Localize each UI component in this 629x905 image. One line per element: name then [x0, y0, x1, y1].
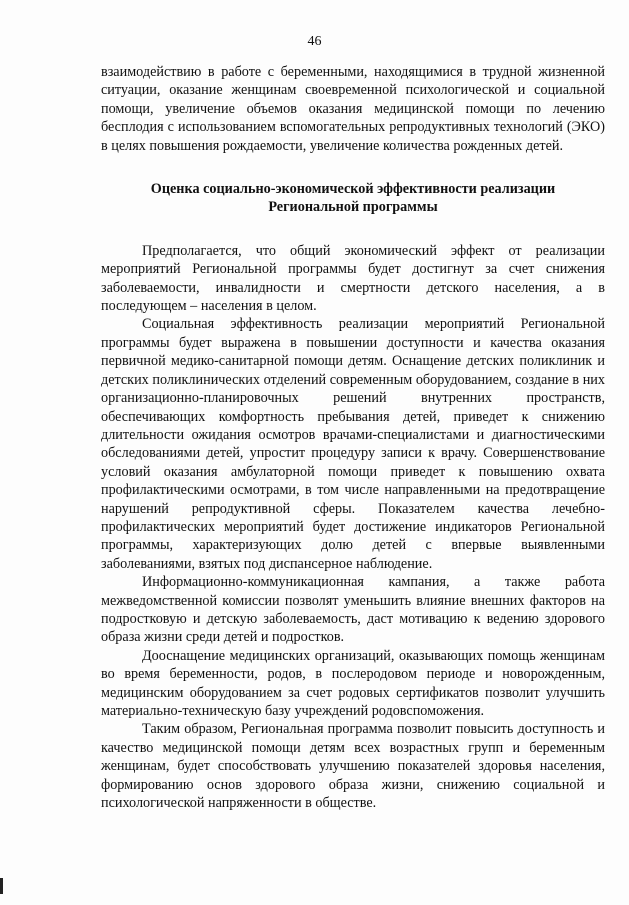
paragraph-social-effectiveness: Социальная эффективность реализации мероприятий Региональной программы будет выражена в повышении доступности и качества оказания первичной медико-санитарной помощи детям. Оснащение детских поликлиник и детских поликлинических отделений современным оборудованием, создание в них организационно-планировочных решений внутренних пространств, обеспечивающих комфортность пребывания детей, приведет к снижению длительности ожидания осмотров врачами-специалистами и диагностическими обследованиями детей, упростит процедуру записи к врачу. Совершенствование условий оказания амбулаторной помощи приведет к повышению охвата профилактическими осмотрами, в том числе направленными на предотвращение нарушений репродуктивной сферы. Показателем качества лечебно-профилактических мероприятий будет достижение индикаторов Региональной программы, характеризующих долю детей с впервые выявленными заболеваниями, взятых под диспансерное наблюдение. [101, 316, 605, 572]
scan-edge-mark [0, 878, 3, 894]
paragraph-information-campaign: Информационно-коммуникационная кампания, а также работа межведомственной комиссии позволят уменьшить влияние внешних факторов на подростковую и детскую заболеваемость, даст мотивацию к ведению здорового образа жизни среди детей и подростков. [101, 574, 605, 646]
paragraph-conclusion: Таким образом, Региональная программа позволит повысить доступность и качество медицинской помощи детям всех возрастных групп и беременным женщинам, будет способствовать улучшению показателей здоровья населения, формированию основ здорового образа жизни, снижению социальной и психологической напряженности в обществе. [101, 721, 605, 812]
section-heading-line-2: Региональной программы [268, 199, 438, 216]
document-body [101, 63, 605, 812]
section-heading [101, 180, 605, 217]
section-heading-line-1: Оценка социально-экономической эффективности реализации [150, 181, 556, 198]
paragraph-economic-effect: Предполагается, что общий экономический эффект от реализации мероприятий Региональной программы будет достигнут за счет снижения заболеваемости, инвалидности и смертности детского населения, а в последующем – населения в целом. [101, 242, 605, 315]
paragraph-equipment: Дооснащение медицинских организаций, оказывающих помощь женщинам во время беременности, родов, в послеродовом периоде и новорожденным, медицинским оборудованием за счет родовых сертификатов позволит улучшить материально-техническую базу учреждений родовспоможения. [101, 647, 605, 719]
intro-paragraph: взаимодействию в работе с беременными, находящимися в трудной жизненной ситуации, оказание женщинам своевременной психологической и социальной помощи, увеличение объемов оказания медицинской помощи по лечению бесплодия с использованием вспомогательных репродуктивных технологий (ЭКО) в целях повышения рождаемости, увеличение количества рожденных детей. [101, 64, 605, 154]
page-number: 46 [307, 34, 322, 49]
